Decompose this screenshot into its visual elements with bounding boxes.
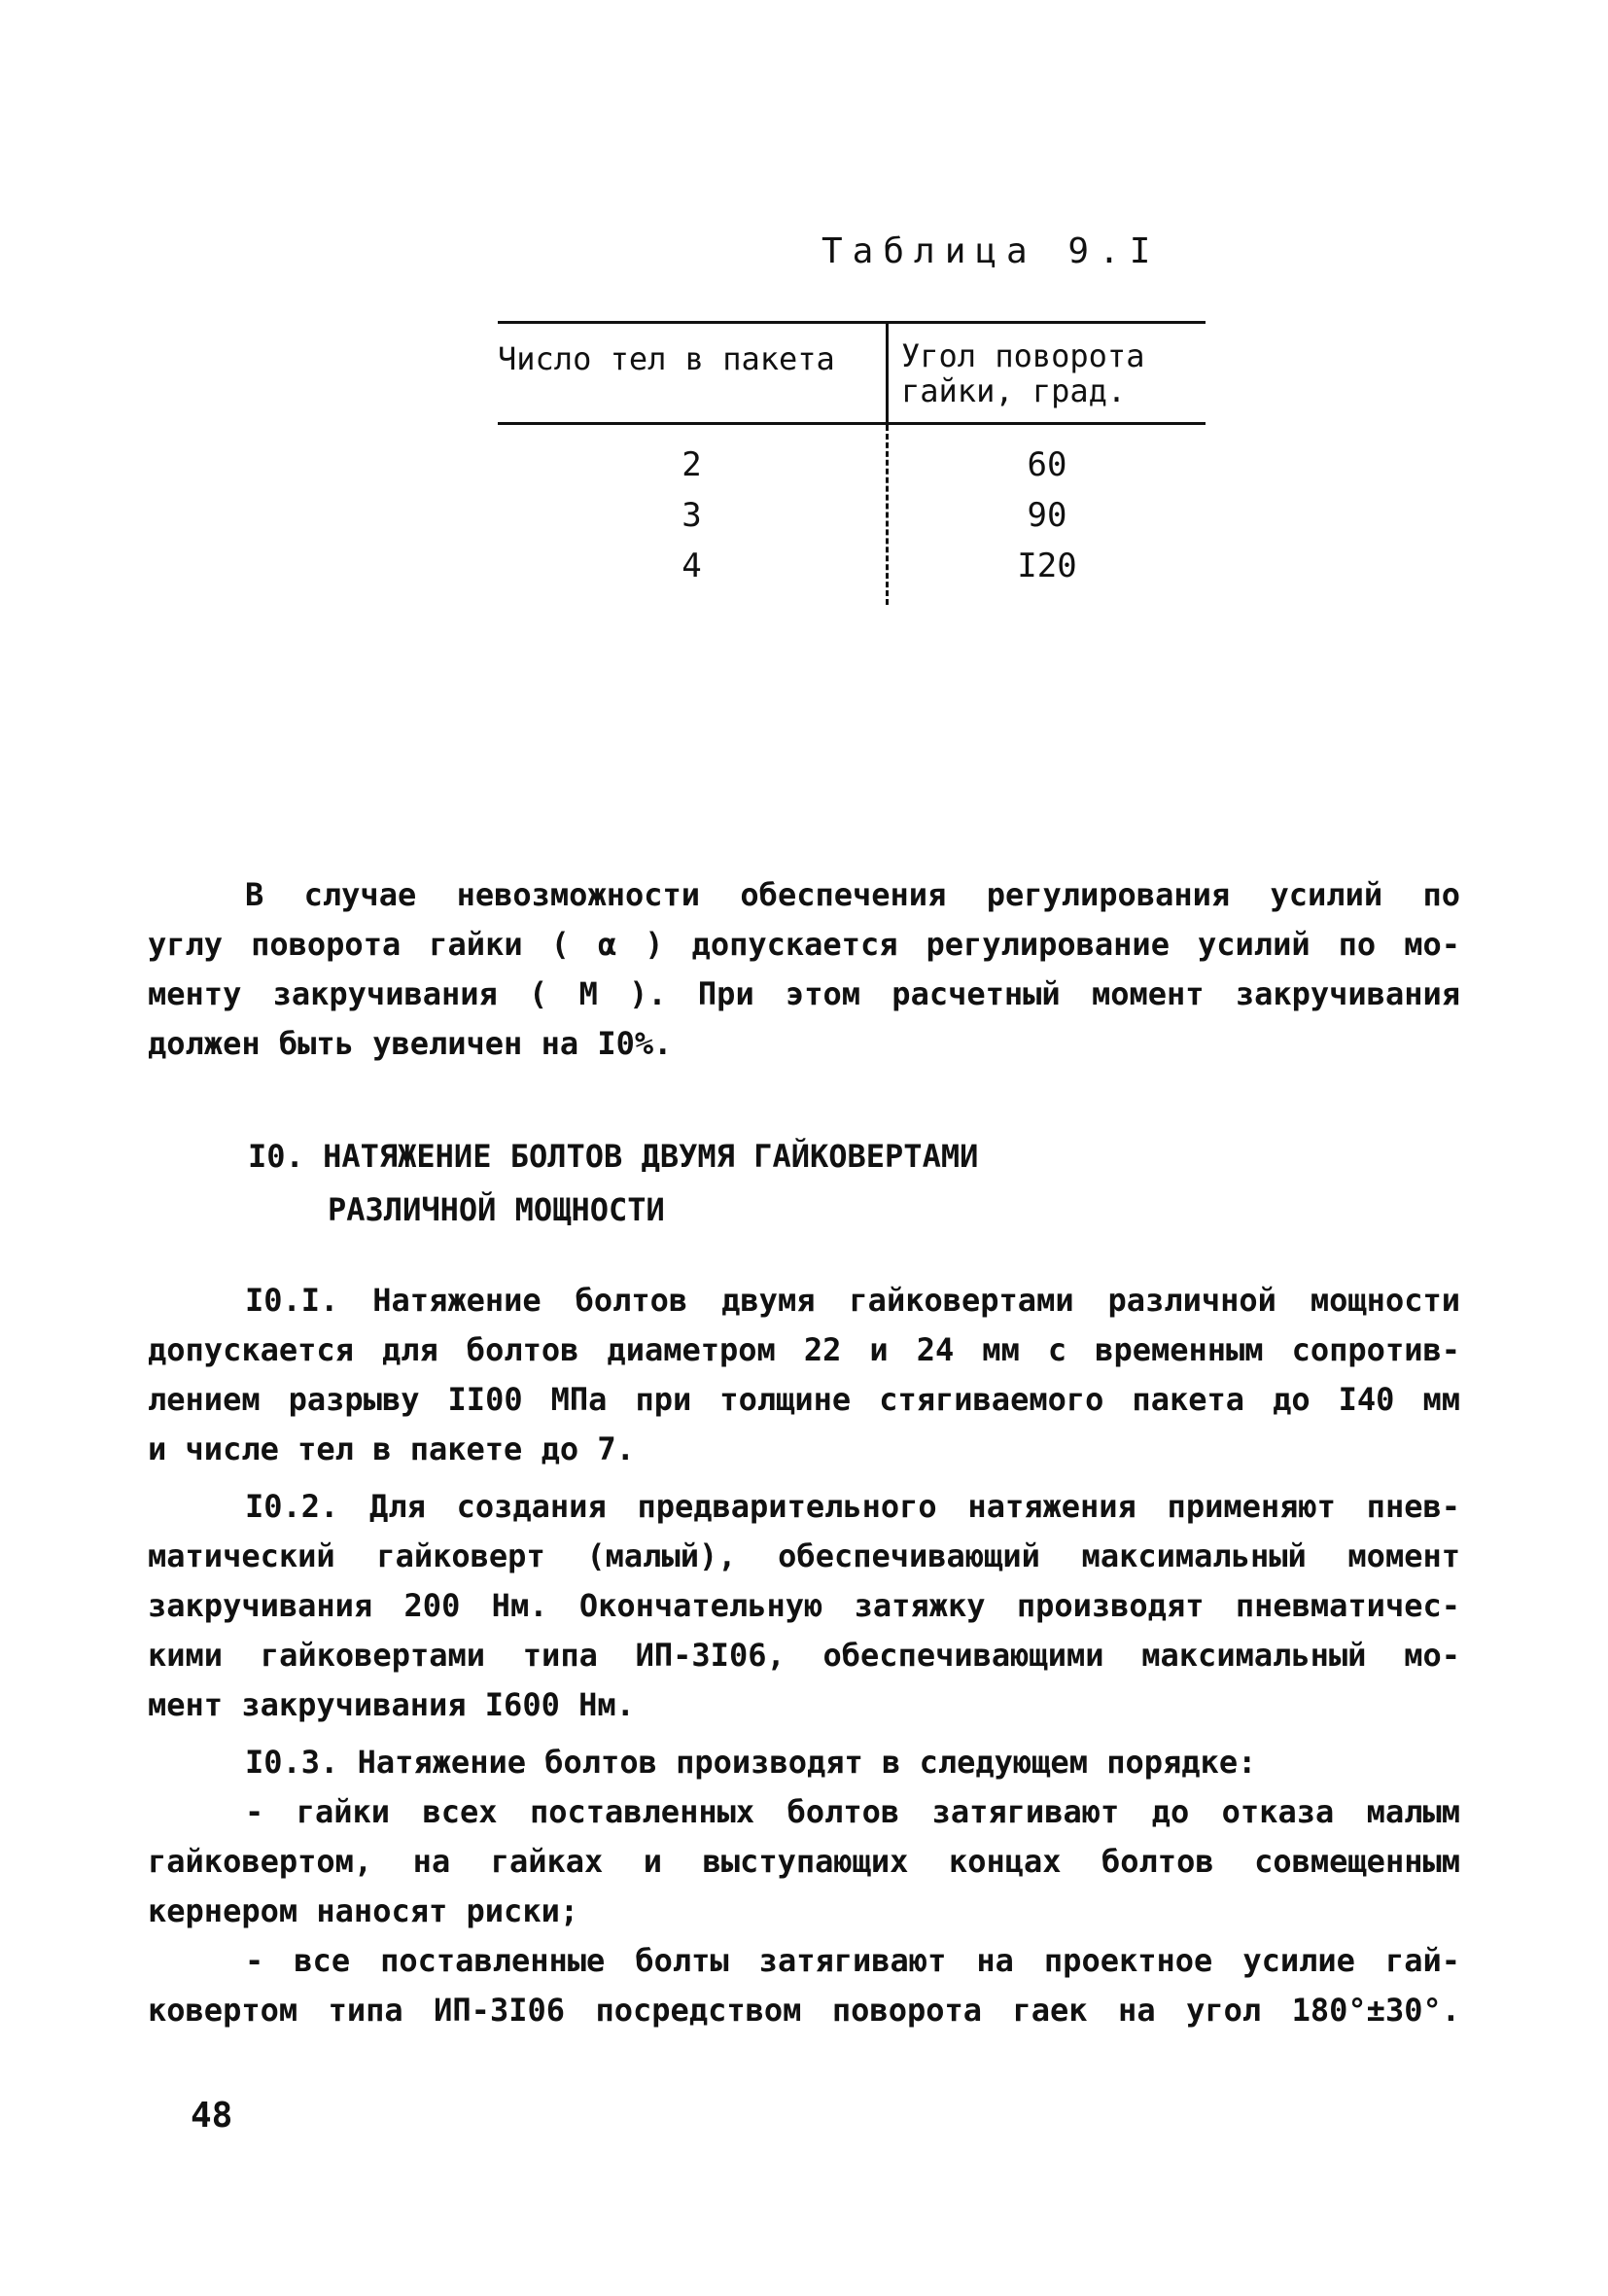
table-header-angle: Угол поворота гайки, град. [901,337,1145,409]
text-line: закручивания 200 Нм. Окончательную затяжку производят пневматичес- [148,1587,1460,1624]
text-line: гайковертом, на гайках и выступающих концах болтов совмещенным [148,1843,1460,1880]
table-header-count: Число тел в пакета [498,340,835,377]
text-line: мент закручивания I600 Нм. [148,1686,635,1723]
text-line: лением разрыву II00 МПа при толщине стягиваемого пакета до I40 мм [148,1381,1460,1418]
section-title-line2: РАЗЛИЧНОЙ МОЩНОСТИ [328,1191,665,1228]
page-number: 48 [191,2096,233,2136]
text-line: матический гайковерт (малый), обеспечивающий максимальный момент [148,1537,1460,1574]
text-line: I0.3. Натяжение болтов производят в следующем порядке: [245,1744,1257,1781]
text-line: должен быть увеличен на I0%. [148,1025,673,1062]
clause-10-3 [148,1738,1460,2035]
text-line: I0.2. Для создания предварительного натяжения применяют пнев- [245,1488,1460,1525]
text-line: допускается для болтов диаметром 22 и 24 мм с временным сопротив- [148,1331,1460,1368]
section-number: I0. [248,1138,304,1175]
paragraph-torque-regulation [148,870,1460,1069]
text-line: В случае невозможности обеспечения регулирования усилий по [245,876,1460,913]
section-clauses [148,1276,1460,2035]
text-line: и числе тел в пакете до 7. [148,1431,635,1467]
table-cell-count: 2 [682,445,702,484]
table-9-1 [498,321,1206,605]
clause-10-2 [148,1482,1460,1730]
text-line: - все поставленные болты затягивают на проектное усилие гай- [245,1942,1460,1979]
clause-10-1 [148,1276,1460,1474]
table-cell-angle: 60 [1027,445,1067,484]
text-line: I0.I. Натяжение болтов двумя гайковертами различной мощности [245,1282,1460,1319]
section-heading [248,1130,978,1237]
table-header-rule [498,422,1206,425]
text-line: ковертом типа ИП-3I06 посредством поворота гаек на угол 180°±30°. [148,1992,1460,2029]
table-column-divider [886,321,889,422]
text-line: кернером наносят риски; [148,1892,579,1929]
section-title-line1: НАТЯЖЕНИЕ БОЛТОВ ДВУМЯ ГАЙКОВЕРТАМИ [323,1138,979,1175]
text-line: кими гайковертами типа ИП-3I06, обеспечивающими максимальный мо- [148,1637,1460,1674]
table-cell-count: 3 [682,496,702,535]
text-line: менту закручивания ( M ). При этом расчетный момент закручивания [148,975,1460,1012]
table-cell-count: 4 [682,547,702,585]
text-line: углу поворота гайки ( α ) допускается регулирование усилий по мо- [148,926,1460,963]
table-cell-angle: 90 [1027,496,1067,535]
table-top-rule [498,321,1206,324]
table-caption: Таблица 9.I [821,231,1161,271]
table-cell-angle: I20 [1017,547,1077,585]
text-line: - гайки всех поставленных болтов затягивают до отказа малым [245,1793,1460,1830]
